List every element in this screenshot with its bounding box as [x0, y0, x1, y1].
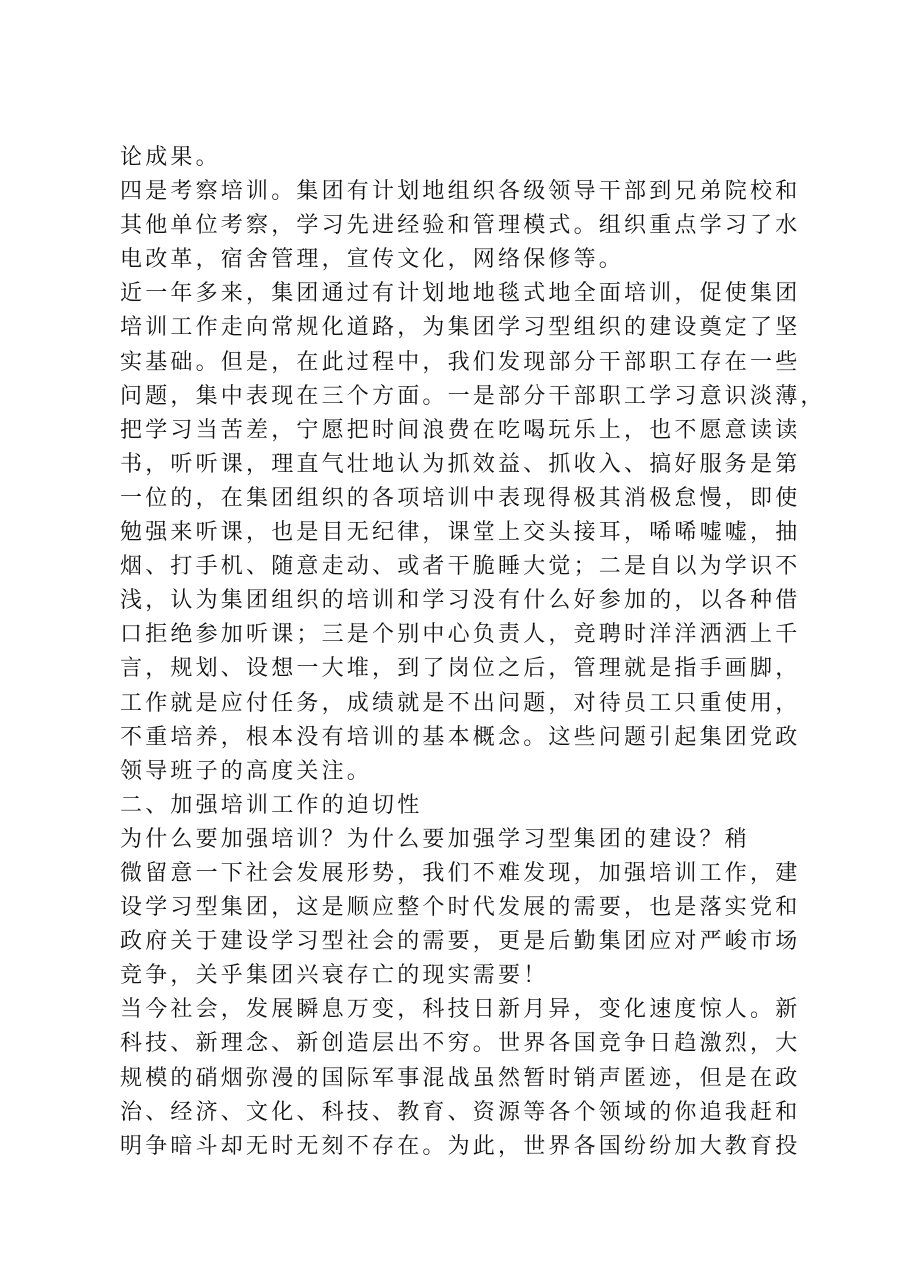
text-line: 微留意一下社会发展形势，我们不难发现，加强培训工作，建 [120, 860, 801, 886]
text-line: 领导班子的高度关注。 [120, 758, 373, 784]
text-line: 言，规划、设想一大堆，到了岗位之后，管理就是指手画脚， [120, 656, 801, 682]
text-line: 培训工作走向常规化道路，为集团学习型组织的建设奠定了坚 [120, 315, 801, 341]
text-line: 烟、打手机、随意走动、或者干脆睡大觉；二是自以为学识不 [120, 554, 801, 580]
text-line: 口拒绝参加听课；三是个别中心负责人，竞聘时洋洋洒洒上千 [120, 622, 801, 648]
text-line: 电改革，宿舍管理，宣传文化，网络保修等。 [120, 247, 625, 273]
text-line: 问题，集中表现在三个方面。一是部分干部职工学习意识淡薄， [120, 383, 826, 409]
text-line: 政府关于建设学习型社会的需要，更是后勤集团应对严峻市场 [120, 929, 801, 955]
text-line: 明争暗斗却无时无刻不存在。为此，世界各国纷纷加大教育投 [120, 1133, 801, 1159]
section-heading: 二、加强培训工作的迫切性 [120, 792, 423, 818]
text-line: 其他单位考察，学习先进经验和管理模式。组织重点学习了水 [120, 213, 801, 239]
text-line: 设学习型集团，这是顺应整个时代发展的需要，也是落实党和 [120, 895, 801, 921]
text-line: 为什么要加强培训？为什么要加强学习型集团的建设？稍 [120, 826, 751, 852]
text-line: 不重培养，根本没有培训的基本概念。这些问题引起集团党政 [120, 724, 801, 750]
text-line: 科技、新理念、新创造层出不穷。世界各国竞争日趋激烈，大 [120, 1031, 801, 1057]
text-line: 浅，认为集团组织的培训和学习没有什么好参加的，以各种借 [120, 588, 801, 614]
text-line: 当今社会，发展瞬息万变，科技日新月异，变化速度惊人。新 [120, 997, 801, 1023]
body-text [120, 141, 826, 1164]
text-line: 一位的，在集团组织的各项培训中表现得极其消极怠慢，即使 [120, 485, 801, 511]
text-line: 治、经济、文化、科技、教育、资源等各个领域的你追我赶和 [120, 1099, 801, 1125]
text-line: 论成果。 [120, 145, 221, 170]
text-line: 工作就是应付任务，成绩就是不出问题，对待员工只重使用， [120, 690, 801, 716]
text-line: 规模的硝烟弥漫的国际军事混战虽然暂时销声匿迹，但是在政 [120, 1065, 801, 1091]
text-line: 四是考察培训。集团有计划地组织各级领导干部到兄弟院校和 [120, 179, 801, 205]
text-line: 勉强来听课，也是目无纪律，课堂上交头接耳，唏唏嘘嘘，抽 [120, 520, 801, 546]
text-line: 书，听听课，理直气壮地认为抓效益、抓收入、搞好服务是第 [120, 451, 801, 477]
text-line: 竞争，关乎集团兴衰存亡的现实需要！ [120, 963, 549, 989]
text-line: 近一年多来，集团通过有计划地地毯式地全面培训，促使集团 [120, 281, 801, 307]
text-line: 把学习当苦差，宁愿把时间浪费在吃喝玩乐上，也不愿意读读 [120, 417, 801, 443]
text-line: 实基础。但是，在此过程中，我们发现部分干部职工存在一些 [120, 349, 801, 375]
